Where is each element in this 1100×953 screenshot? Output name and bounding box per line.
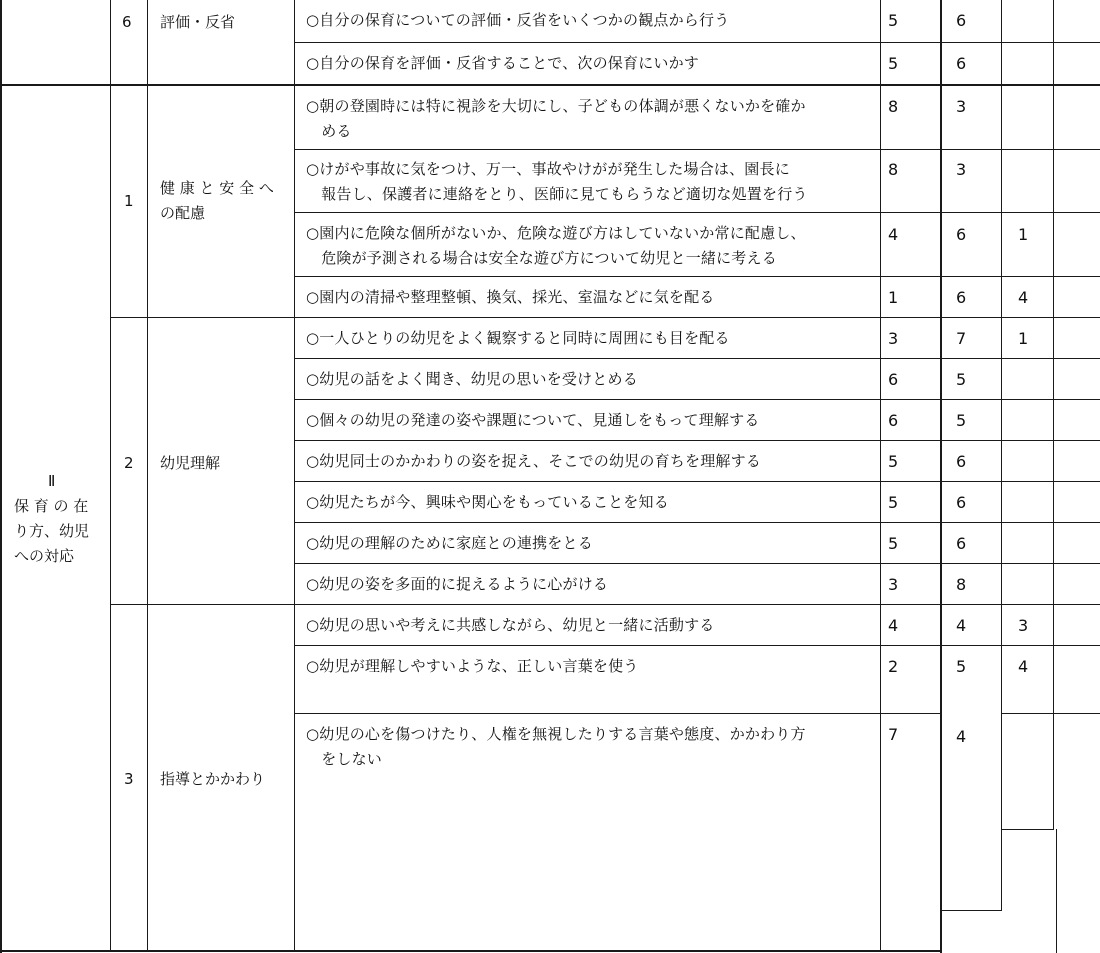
rule-section-top [0, 84, 1100, 86]
count-cell: 3 [1018, 616, 1029, 635]
item-text-line: ○朝の登園時には特に視診を大切にし、子どもの体調が悪くないかを確か [306, 97, 806, 115]
rule-v880 [880, 0, 881, 952]
item-text-line: ○幼児の思いや考えに共感しながら、幼児と一緒に活動する [306, 616, 715, 634]
count-cell: 4 [956, 616, 967, 635]
rule-g1-3 [294, 276, 1100, 277]
rule-g1-end [110, 317, 1100, 318]
rule-col2-end [941, 910, 1002, 911]
rule-v1001 [1001, 0, 1002, 911]
count-cell: 6 [956, 452, 967, 471]
count-cell: 6 [888, 411, 899, 430]
item-text-line: ○幼児の心を傷つけたり、人権を無視したりする言葉や態度、かかわり方 [306, 725, 806, 743]
count-cell: 6 [956, 288, 967, 307]
group-title-line: 健 康 と 安 全 へ [160, 179, 274, 197]
count-cell: 4 [888, 616, 899, 635]
rule-v1056 [1056, 829, 1057, 953]
rule-bottom [0, 950, 942, 952]
rule-g3-2 [294, 713, 941, 714]
rule-v1053 [1053, 0, 1054, 830]
item-text-line: ○幼児たちが今、興味や関心をもっていることを知る [306, 493, 669, 511]
rule-g1-1 [294, 149, 1100, 150]
count-cell: 1 [1018, 225, 1029, 244]
item-text-line: ○個々の幼児の発達の姿や課題について、見通しをもって理解する [306, 411, 760, 429]
rule-g2-end [110, 604, 1100, 605]
group-number: 3 [124, 770, 134, 788]
count-cell: 5 [956, 411, 967, 430]
rule-g2-3 [294, 440, 1100, 441]
group-number: 2 [124, 454, 134, 472]
item-text-line: ○一人ひとりの幼児をよく観察すると同時に周囲にも目を配る [306, 329, 730, 347]
count-cell: 5 [956, 657, 967, 676]
rule-v110 [110, 0, 111, 952]
rule-v147 [147, 0, 148, 952]
count-cell: 7 [888, 725, 899, 744]
group-title: 評価・反省 [160, 13, 236, 31]
rule-g3-1 [294, 645, 1100, 646]
count-cell: 6 [956, 493, 967, 512]
group-number: 6 [122, 13, 132, 31]
item-text-line: をしない [306, 750, 383, 768]
rule-g2-2 [294, 399, 1100, 400]
item-text-line: 報告し、保護者に連絡をとり、医師に見てもらうなど適切な処置を行う [306, 185, 808, 203]
count-cell: 8 [888, 160, 899, 179]
count-cell: 1 [1018, 329, 1029, 348]
item-text-line: ○幼児の理解のために家庭との連携をとる [306, 534, 593, 552]
rule-v294 [294, 0, 295, 952]
count-cell: 7 [956, 329, 967, 348]
rule-g2-6 [294, 563, 1100, 564]
count-cell: 5 [956, 370, 967, 389]
count-cell: 3 [956, 97, 967, 116]
count-cell: 5 [888, 493, 899, 512]
section-label-line: への対応 [14, 547, 75, 565]
count-cell: 1 [888, 288, 899, 307]
rule-r1 [294, 42, 1100, 43]
section-numeral: Ⅱ [48, 472, 56, 490]
item-text-line: める [306, 122, 352, 140]
group-title-line: 指導とかかわり [160, 770, 266, 788]
count-cell: 8 [956, 575, 967, 594]
count-cell: 5 [888, 11, 899, 30]
count-cell: 3 [956, 160, 967, 179]
rule-g3-2b [1001, 713, 1100, 714]
count-cell: 4 [1018, 657, 1029, 676]
rule-g2-1 [294, 358, 1100, 359]
count-cell: 6 [956, 11, 967, 30]
group-title-line: 幼児理解 [160, 454, 221, 472]
rule-left [0, 0, 2, 953]
section-label-line: 保 育 の 在 [14, 497, 89, 515]
item-text: ○自分の保育についての評価・反省をいくつかの観点から行う [306, 11, 730, 29]
item-text-line: 危険が予測される場合は安全な遊び方について幼児と一緒に考える [306, 249, 777, 267]
item-text-line: ○幼児が理解しやすいような、正しい言葉を使う [306, 657, 639, 675]
count-cell: 8 [888, 97, 899, 116]
section-label-line: り方、幼児 [14, 522, 90, 540]
count-cell: 4 [956, 727, 967, 746]
rule-g2-5 [294, 522, 1100, 523]
count-cell: 6 [956, 54, 967, 73]
count-cell: 6 [956, 225, 967, 244]
rule-col3-end [1001, 829, 1053, 830]
count-cell: 3 [888, 575, 899, 594]
count-cell: 6 [956, 534, 967, 553]
count-cell: 3 [888, 329, 899, 348]
group-title-line: の配慮 [160, 204, 206, 222]
rule-g2-4 [294, 481, 1100, 482]
item-text-line: ○幼児の姿を多面的に捉えるように心がける [306, 575, 609, 593]
count-cell: 2 [888, 657, 899, 676]
count-cell: 5 [888, 534, 899, 553]
item-text-line: ○けがや事故に気をつけ、万一、事故やけがが発生した場合は、園長に [306, 160, 790, 178]
item-text: ○自分の保育を評価・反省することで、次の保育にいかす [306, 54, 699, 72]
count-cell: 5 [888, 54, 899, 73]
item-text-line: ○幼児同士のかかわりの姿を捉え、そこでの幼児の育ちを理解する [306, 452, 761, 470]
item-text-line: ○園内に危険な個所がないか、危険な遊び方はしていないか常に配慮し、 [306, 224, 806, 242]
rule-v940 [940, 0, 942, 953]
count-cell: 6 [888, 370, 899, 389]
item-text-line: ○園内の清掃や整理整頓、換気、採光、室温などに気を配る [306, 288, 715, 306]
count-cell: 5 [888, 452, 899, 471]
item-text-line: ○幼児の話をよく聞き、幼児の思いを受けとめる [306, 370, 638, 388]
count-cell: 4 [888, 225, 899, 244]
count-cell: 4 [1018, 288, 1029, 307]
rule-g1-2 [294, 212, 1100, 213]
group-number: 1 [124, 192, 134, 210]
